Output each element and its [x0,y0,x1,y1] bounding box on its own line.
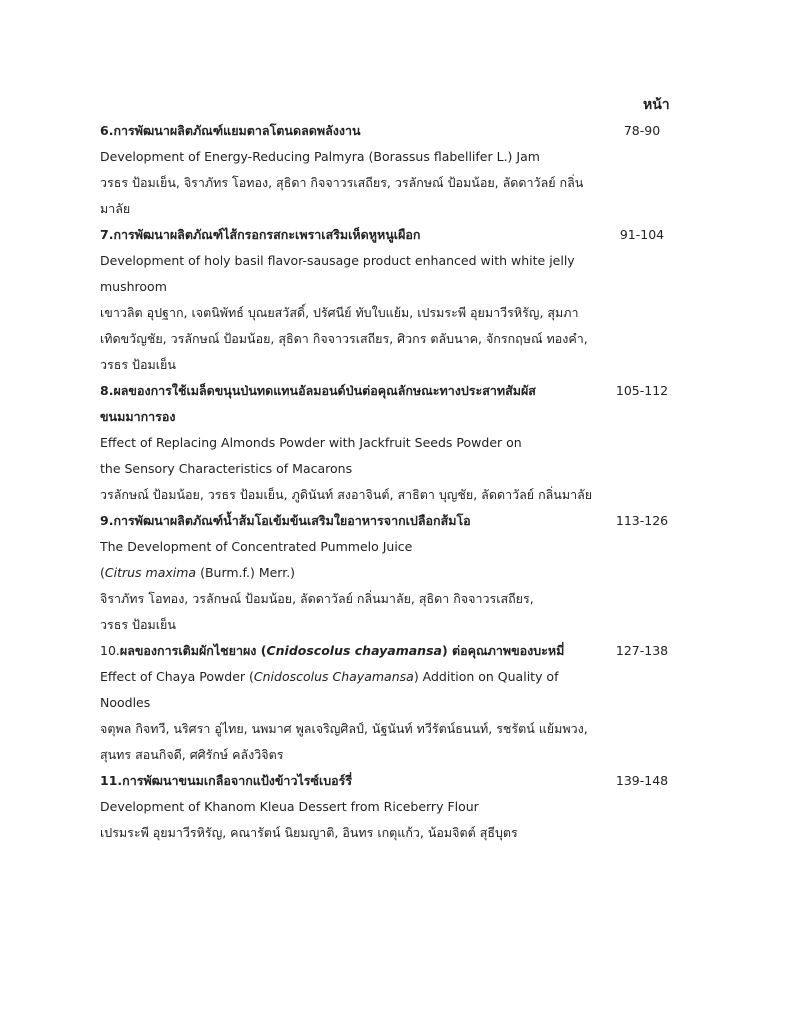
entry-pages: 127-138 [615,643,669,658]
scientific-name: Citrus maxima [104,565,197,580]
toc-entry-11 [100,768,690,846]
entry-english-title: Development of Khanom Kleua Dessert from Riceberry Flour [100,799,479,814]
toc-entry-6 [100,118,690,222]
english-title-rest: (Burm.f.) Merr.) [196,565,296,580]
toc-entry-10 [100,638,690,768]
table-of-contents [100,118,690,846]
page-column-header: หน้า [643,97,670,113]
entry-authors: วรธร ป้อมเย็น [100,617,176,632]
entry-title[interactable]: ขนมมาการอง [100,409,176,424]
entry-title[interactable]: 9.การพัฒนาผลิตภัณฑ์น้ำส้มโอเข้มข้นเสริมใยอาหารจากเปลือกส้มโอ [100,513,471,528]
entry-title[interactable]: 11.การพัฒนาขนมเกลือจากแป้งข้าวไรซ์เบอร์รี่ [100,773,353,788]
entry-pages: 105-112 [615,383,669,398]
entry-title[interactable] [100,638,620,664]
entry-title[interactable]: 7.การพัฒนาผลิตภัณฑ์ไส้กรอกรสกะเพราเสริมเห็ดหูหนูเผือก [100,227,421,242]
entry-english-title: Effect of Replacing Almonds Powder with Jackfruit Seeds Powder on [100,435,522,450]
entry-authors: เปรมระพี อุยมาวีรหิรัญ, คณารัตน์ นิยมญาติ, อินทร เกตุแก้ว, น้อมจิตต์ สุธีบุตร [100,825,518,840]
entry-authors: วรลักษณ์ ป้อมน้อย, วรธร ป้อมเย็น, ภูดินันท์ สงอาจินต์, สาธิตา บุญชัย, ลัดดาวัลย์ กลิ่นมาลัย [100,487,593,502]
scientific-name: Cnidoscolus chayamansa [266,643,442,658]
entry-pages: 78-90 [623,123,661,138]
entry-authors: เทิดขวัญชัย, วรลักษณ์ ป้อมน้อย, สุธิดา กิจจาวรเสถียร, ศิวกร ตลับนาค, จักรกฤษณ์ ทองคำ, [100,331,588,346]
toc-entry-8 [100,378,690,508]
entry-english-title: The Development of Concentrated Pummelo Juice [100,539,413,554]
title-part: ) ต่อคุณภาพของบะหมี่ [441,643,565,658]
entry-authors: จตุพล กิจทวี, นริศรา อู่ไทย, นพมาศ พูลเจริญศิลป์, นัฐนันท์ ทวีรัตน์ธนนท์, รชรัตน์ แย้มพวง, [100,721,588,736]
entry-english-title [100,560,620,586]
entry-english-title: Development of Energy-Reducing Palmyra (Borassus flabellifer L.) Jam [100,149,540,164]
english-title-part: ) Addition on Quality of [413,669,559,684]
entry-authors: วรธร ป้อมเย็น, จิราภัทร โอทอง, สุธิดา กิจจาวรเสถียร, วรลักษณ์ ป้อมน้อย, ลัดดาวัลย์ กลิ่น [100,175,584,190]
entry-authors: สุนทร สอนกิจดี, ศศิรักษ์ คลังวิจิตร [100,747,284,762]
entry-pages: 91-104 [619,227,665,242]
entry-number: 10. [100,643,120,658]
entry-pages: 139-148 [615,773,669,788]
scientific-name: Cnidoscolus Chayamansa [253,669,414,684]
entry-english-title: Noodles [100,695,151,710]
entry-authors: วรธร ป้อมเย็น [100,357,176,372]
entry-english-title: Development of holy basil flavor-sausage product enhanced with white jelly [100,253,575,268]
toc-entry-9 [100,508,690,638]
entry-pages: 113-126 [615,513,669,528]
entry-title[interactable]: 8.ผลของการใช้เมล็ดขนุนป่นทดแทนอัลมอนด์ป่นต่อคุณลักษณะทางประสาทสัมผัส [100,383,536,398]
english-title-part: Effect of Chaya Powder ( [100,669,254,684]
entry-title[interactable]: 6.การพัฒนาผลิตภัณฑ์แยมตาลโตนดลดพลังงาน [100,123,361,138]
title-part: ผลของการเติมผักไชยาผง ( [119,643,267,658]
entry-authors: เขาวลิต อุปฐาก, เจตนิพัทธ์ บุณยสวัสดิ์, ปรัศนีย์ ทับใบแย้ม, เปรมระพี อุยมาวีรหิรัญ, สุมภา [100,305,579,320]
entry-authors: มาลัย [100,201,131,216]
toc-entry-7 [100,222,690,378]
entry-authors: จิราภัทร โอทอง, วรลักษณ์ ป้อมน้อย, ลัดดาวัลย์ กลิ่นมาลัย, สุธิดา กิจจาวรเสถียร, [100,591,534,606]
entry-english-title: the Sensory Characteristics of Macarons [100,461,353,476]
entry-english-title: mushroom [100,279,167,294]
entry-english-title [100,664,620,690]
paren-open: ( [100,565,105,580]
